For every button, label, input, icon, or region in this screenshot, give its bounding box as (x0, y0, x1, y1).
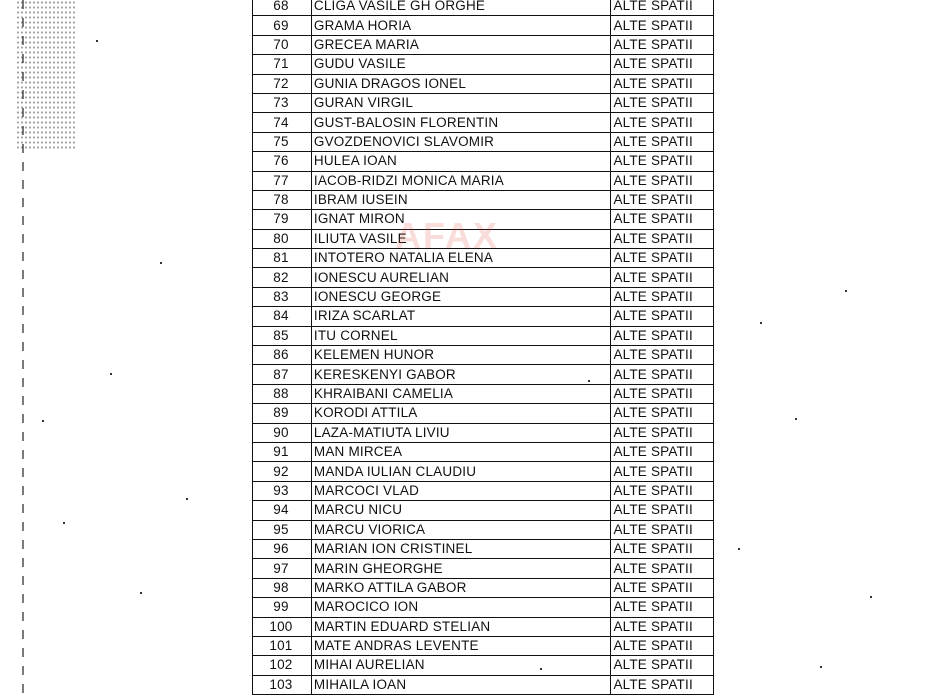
category-cell: ALTE SPATII (611, 462, 714, 481)
person-name: MATE ANDRAS LEVENTE (311, 636, 611, 655)
person-name: MARCU NICU (311, 501, 611, 520)
row-number: 93 (253, 481, 312, 500)
person-name: MIHAI AURELIAN (311, 656, 611, 675)
row-number: 99 (253, 598, 312, 617)
category-cell: ALTE SPATII (611, 249, 714, 268)
table-row (253, 307, 714, 326)
category-cell: ALTE SPATII (611, 210, 714, 229)
table-row (253, 501, 714, 520)
row-number: 73 (253, 93, 312, 112)
person-name: ILIUTA VASILE (311, 229, 611, 248)
person-name: KERESKENYI GABOR (311, 365, 611, 384)
row-number: 95 (253, 520, 312, 539)
person-name: GURAN VIRGIL (311, 93, 611, 112)
table-row (253, 598, 714, 617)
person-name: IONESCU GEORGE (311, 287, 611, 306)
row-number: 102 (253, 656, 312, 675)
row-number: 75 (253, 132, 312, 151)
category-cell: ALTE SPATII (611, 539, 714, 558)
category-cell: ALTE SPATII (611, 113, 714, 132)
category-cell: ALTE SPATII (611, 35, 714, 54)
table-row (253, 268, 714, 287)
person-name: KELEMEN HUNOR (311, 346, 611, 365)
row-number: 94 (253, 501, 312, 520)
person-name: IACOB-RIDZI MONICA MARIA (311, 171, 611, 190)
row-number: 81 (253, 249, 312, 268)
category-cell: ALTE SPATII (611, 171, 714, 190)
row-number: 97 (253, 559, 312, 578)
row-number: 70 (253, 35, 312, 54)
scan-dot (795, 418, 797, 420)
table-row (253, 93, 714, 112)
category-cell: ALTE SPATII (611, 16, 714, 35)
person-name: INTOTERO NATALIA ELENA (311, 249, 611, 268)
row-number: 83 (253, 287, 312, 306)
table-row (253, 617, 714, 636)
category-cell: ALTE SPATII (611, 132, 714, 151)
row-number: 84 (253, 307, 312, 326)
table-row (253, 55, 714, 74)
category-cell: ALTE SPATII (611, 190, 714, 209)
category-cell: ALTE SPATII (611, 501, 714, 520)
row-number: 100 (253, 617, 312, 636)
person-name: ITU CORNEL (311, 326, 611, 345)
row-number: 69 (253, 16, 312, 35)
category-cell: ALTE SPATII (611, 404, 714, 423)
person-name: MARIAN ION CRISTINEL (311, 539, 611, 558)
person-name: CLIGA VASILE GH ORGHE (311, 0, 611, 16)
category-cell: ALTE SPATII (611, 93, 714, 112)
category-cell: ALTE SPATII (611, 74, 714, 93)
category-cell: ALTE SPATII (611, 617, 714, 636)
person-name: MARCOCI VLAD (311, 481, 611, 500)
table-row (253, 210, 714, 229)
row-number: 78 (253, 190, 312, 209)
table-row (253, 287, 714, 306)
table-row (253, 16, 714, 35)
row-number: 79 (253, 210, 312, 229)
category-cell: ALTE SPATII (611, 326, 714, 345)
table-row (253, 423, 714, 442)
table-row (253, 229, 714, 248)
table-row (253, 35, 714, 54)
scan-dot (760, 322, 762, 324)
person-name: MARTIN EDUARD STELIAN (311, 617, 611, 636)
table-row (253, 384, 714, 403)
table-row (253, 559, 714, 578)
person-name: IBRAM IUSEIN (311, 190, 611, 209)
person-name: MAROCICO ION (311, 598, 611, 617)
row-number: 71 (253, 55, 312, 74)
table-row (253, 0, 714, 16)
row-number: 103 (253, 675, 312, 694)
row-number: 91 (253, 442, 312, 461)
members-table-body (253, 0, 714, 695)
table-row (253, 578, 714, 597)
person-name: GVOZDENOVICI SLAVOMIR (311, 132, 611, 151)
table-row (253, 442, 714, 461)
category-cell: ALTE SPATII (611, 578, 714, 597)
person-name: GUDU VASILE (311, 55, 611, 74)
scan-dot (140, 592, 142, 594)
scan-dot (160, 262, 162, 264)
scan-dot (540, 668, 542, 670)
scan-dot (845, 290, 847, 292)
person-name: IRIZA SCARLAT (311, 307, 611, 326)
row-number: 82 (253, 268, 312, 287)
row-number: 77 (253, 171, 312, 190)
row-number: 87 (253, 365, 312, 384)
category-cell: ALTE SPATII (611, 365, 714, 384)
table-row (253, 404, 714, 423)
person-name: MARIN GHEORGHE (311, 559, 611, 578)
table-row (253, 481, 714, 500)
person-name: HULEA IOAN (311, 152, 611, 171)
table-row (253, 346, 714, 365)
row-number: 85 (253, 326, 312, 345)
scan-dot (870, 596, 872, 598)
category-cell: ALTE SPATII (611, 268, 714, 287)
members-table (252, 0, 714, 695)
table-row (253, 365, 714, 384)
scan-dot (820, 666, 822, 668)
table-row (253, 326, 714, 345)
table-row (253, 656, 714, 675)
person-name: MARCU VIORICA (311, 520, 611, 539)
scan-dot (588, 380, 590, 382)
category-cell: ALTE SPATII (611, 442, 714, 461)
category-cell: ALTE SPATII (611, 229, 714, 248)
row-number: 89 (253, 404, 312, 423)
scan-dot (42, 420, 44, 422)
person-name: KORODI ATTILA (311, 404, 611, 423)
table-row (253, 249, 714, 268)
person-name: GUST-BALOSIN FLORENTIN (311, 113, 611, 132)
scan-dot (186, 498, 188, 500)
table-row (253, 675, 714, 694)
row-number: 68 (253, 0, 312, 16)
scan-dot (110, 373, 112, 375)
person-name: KHRAIBANI CAMELIA (311, 384, 611, 403)
category-cell: ALTE SPATII (611, 0, 714, 16)
table-row (253, 113, 714, 132)
document-sheet (252, 0, 714, 700)
scan-speckle (16, 0, 76, 150)
watermark: AFAX (395, 215, 500, 256)
category-cell: ALTE SPATII (611, 675, 714, 694)
person-name: MAN MIRCEA (311, 442, 611, 461)
category-cell: ALTE SPATII (611, 423, 714, 442)
row-number: 74 (253, 113, 312, 132)
person-name: MANDA IULIAN CLAUDIU (311, 462, 611, 481)
table-row (253, 132, 714, 151)
table-row (253, 636, 714, 655)
category-cell: ALTE SPATII (611, 598, 714, 617)
table-row (253, 462, 714, 481)
row-number: 96 (253, 539, 312, 558)
person-name: MARKO ATTILA GABOR (311, 578, 611, 597)
row-number: 72 (253, 74, 312, 93)
person-name: GRECEA MARIA (311, 35, 611, 54)
row-number: 90 (253, 423, 312, 442)
scan-dot (96, 40, 98, 42)
table-row (253, 190, 714, 209)
category-cell: ALTE SPATII (611, 559, 714, 578)
table-row (253, 74, 714, 93)
table-row (253, 152, 714, 171)
category-cell: ALTE SPATII (611, 55, 714, 74)
category-cell: ALTE SPATII (611, 287, 714, 306)
category-cell: ALTE SPATII (611, 481, 714, 500)
scan-dot (63, 522, 65, 524)
category-cell: ALTE SPATII (611, 384, 714, 403)
row-number: 86 (253, 346, 312, 365)
category-cell: ALTE SPATII (611, 520, 714, 539)
person-name: LAZA-MATIUTA LIVIU (311, 423, 611, 442)
row-number: 80 (253, 229, 312, 248)
person-name: GRAMA HORIA (311, 16, 611, 35)
person-name: GUNIA DRAGOS IONEL (311, 74, 611, 93)
row-number: 101 (253, 636, 312, 655)
table-row (253, 539, 714, 558)
scan-edge-line (22, 0, 24, 700)
row-number: 88 (253, 384, 312, 403)
table-row (253, 171, 714, 190)
person-name: MIHAILA IOAN (311, 675, 611, 694)
row-number: 76 (253, 152, 312, 171)
table-row (253, 520, 714, 539)
category-cell: ALTE SPATII (611, 346, 714, 365)
row-number: 98 (253, 578, 312, 597)
category-cell: ALTE SPATII (611, 307, 714, 326)
category-cell: ALTE SPATII (611, 656, 714, 675)
category-cell: ALTE SPATII (611, 636, 714, 655)
category-cell: ALTE SPATII (611, 152, 714, 171)
row-number: 92 (253, 462, 312, 481)
person-name: IGNAT MIRON (311, 210, 611, 229)
scan-dot (738, 548, 740, 550)
person-name: IONESCU AURELIAN (311, 268, 611, 287)
